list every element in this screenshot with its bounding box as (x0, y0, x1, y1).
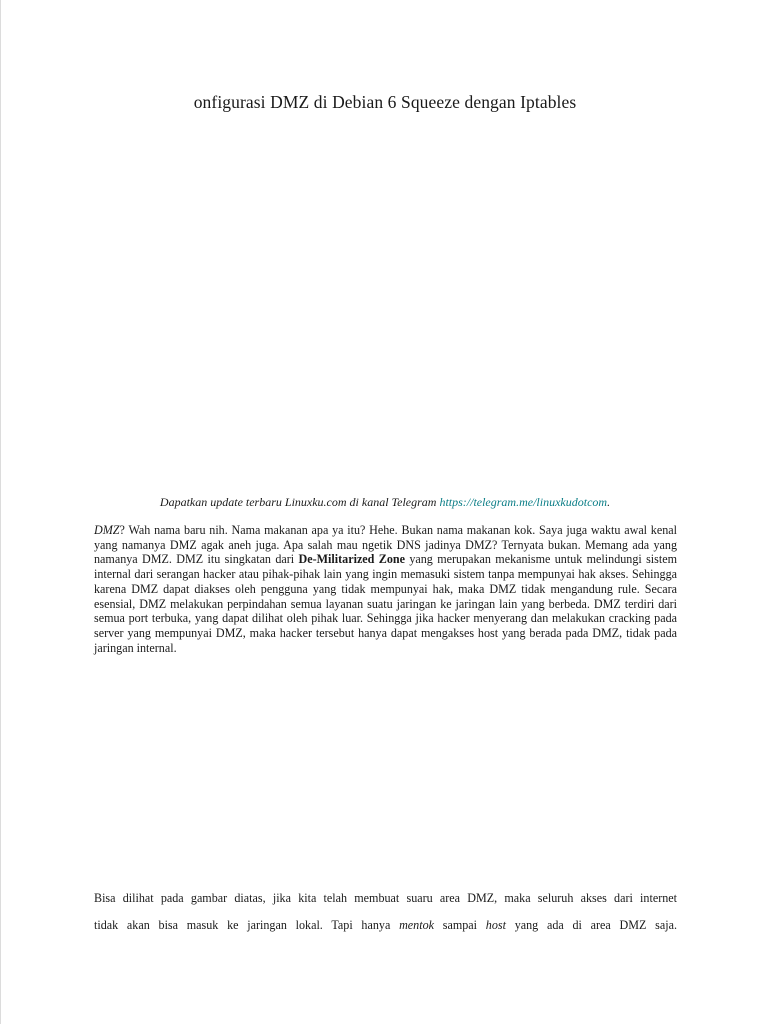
document-title: onfigurasi DMZ di Debian 6 Squeeze dengan Iptables (193, 92, 577, 112)
paragraph-line (94, 912, 677, 939)
paragraph-text: yang merupakan mekanisme untuk melindungi sistem internal dari serangan hacker atau pihak-pihak lain yang ingin memasuki sistem tanpa mempunyai hak akses. Sehingga karena DMZ dapat diakses oleh pengguna yang tidak mempunyai hak, maka DMZ tidak mengandung rule. Secara esensial, DMZ melakukan perpindahan semua layanan suatu jaringan ke jaringan lain yang berbeda. DMZ terdiri dari semua port terbuka, yang dapat dilihat oleh pihak luar. Sehingga jika hacker menyerang dan melakukan cracking pada server yang mempunyai DMZ, maka hacker tersebut hanya dapat mengakses host yang berada pada DMZ, tidak pada jaringan internal. (94, 552, 678, 655)
telegram-notice (1, 495, 768, 510)
telegram-link[interactable]: https://telegram.me/linuxkudotcom (439, 495, 608, 509)
dmz-intro-paragraph (94, 523, 677, 655)
paragraph-text: sampai (434, 918, 486, 932)
bold-term: De-Militarized Zone (298, 552, 405, 567)
italic-term: host (485, 918, 506, 932)
italic-term: mentok (399, 918, 435, 932)
telegram-notice-suffix: . (607, 495, 611, 509)
paragraph-text: ? Wah nama baru nih. Nama makanan apa ya itu? Hehe. Bukan nama makanan kok. Saya juga waktu awal kenal yang namanya DMZ agak aneh juga. Apa salah mau ngetik DNS jadinya DMZ? Ternyata bukan. Memang ada yang namanya DMZ. DMZ itu singkatan dari (94, 523, 677, 567)
paragraph-line: Bisa dilihat pada gambar diatas, jika kita telah membuat suaru area DMZ, maka seluruh akses dari internet (94, 891, 677, 905)
dmz-access-paragraph (94, 885, 677, 939)
paragraph-text: yang ada di area DMZ saja. (505, 918, 678, 932)
dmz-term: DMZ (94, 523, 120, 537)
paragraph-text: tidak akan bisa masuk ke jaringan lokal. Tapi hanya (94, 918, 400, 932)
telegram-notice-text: Dapatkan update terbaru Linuxku.com di kanal Telegram (159, 495, 440, 509)
